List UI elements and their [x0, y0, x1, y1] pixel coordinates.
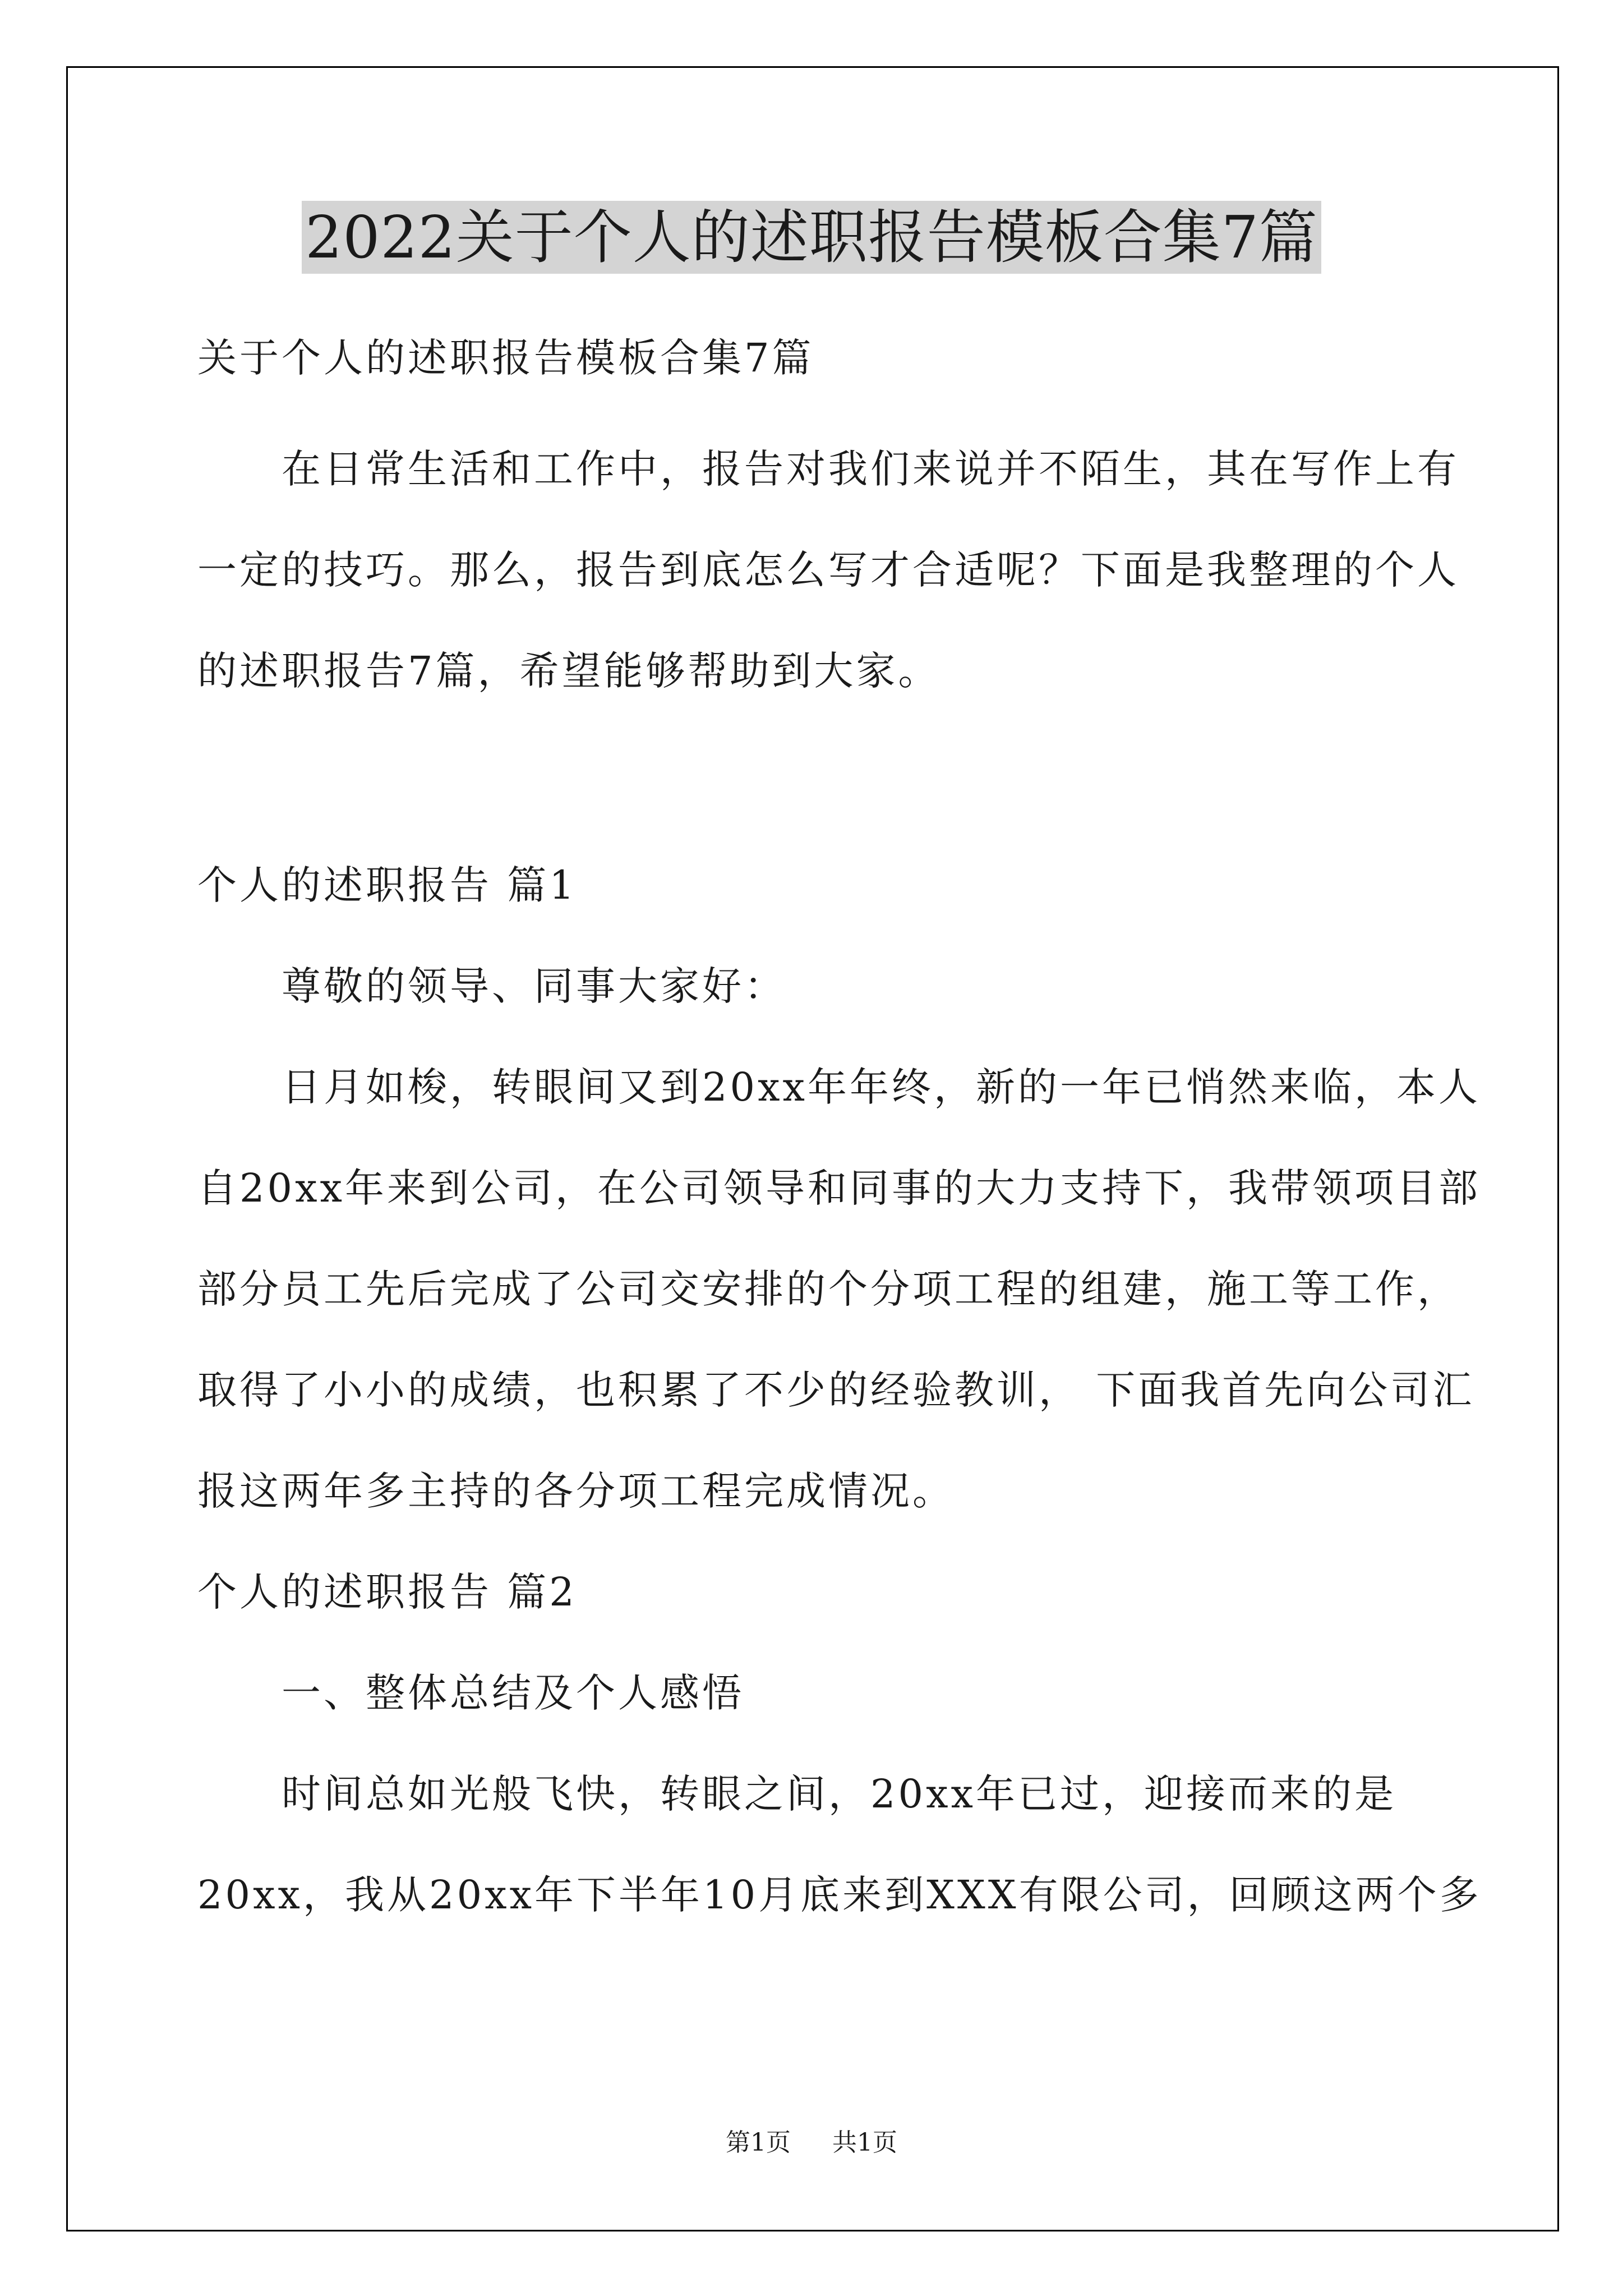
paragraph-line: 一定的技巧。那么，报告到底怎么写才合适呢？下面是我整理的个人: [197, 547, 1459, 593]
paragraph-line: 取得了小小的成绩，也积累了不少的经验教训， 下面我首先向公司汇: [197, 1367, 1475, 1413]
page-footer: [0, 2126, 1623, 2160]
subtitle-line: 关于个人的述职报告模板合集7篇: [197, 335, 814, 381]
page-number: 第1页: [726, 2128, 791, 2157]
paragraph-line: 部分员工先后完成了公司交安排的个分项工程的组建，施工等工作，: [197, 1266, 1459, 1312]
document-title: 2022关于个人的述职报告模板合集7篇: [302, 201, 1321, 274]
paragraph-line: 的述职报告7篇，希望能够帮助到大家。: [197, 648, 940, 694]
subsection-heading: 一、整体总结及个人感悟: [282, 1670, 744, 1716]
section-heading-2: 个人的述职报告 篇2: [197, 1569, 577, 1615]
paragraph-line: 在日常生活和工作中，报告对我们来说并不陌生，其在写作上有: [282, 446, 1459, 492]
paragraph-line: 日月如梭，转眼间又到20xx年年终，新的一年已悄然来临，本人: [282, 1064, 1481, 1110]
paragraph-line: 时间总如光般飞快，转眼之间，20xx年已过，迎接而来的是: [282, 1771, 1397, 1817]
title-wrapper: [0, 201, 1623, 274]
paragraph-line: 自20xx年来到公司，在公司领导和同事的大力支持下，我带领项目部: [197, 1165, 1481, 1211]
paragraph-line: 报这两年多主持的各分项工程完成情况。: [197, 1468, 955, 1514]
section-heading-1: 个人的述职报告 篇1: [197, 862, 577, 908]
paragraph-line: 20xx，我从20xx年下半年10月底来到XXX有限公司，回顾这两个多: [197, 1872, 1482, 1918]
page-total: 共1页: [832, 2128, 897, 2157]
greeting-line: 尊敬的领导、同事大家好：: [282, 963, 786, 1009]
